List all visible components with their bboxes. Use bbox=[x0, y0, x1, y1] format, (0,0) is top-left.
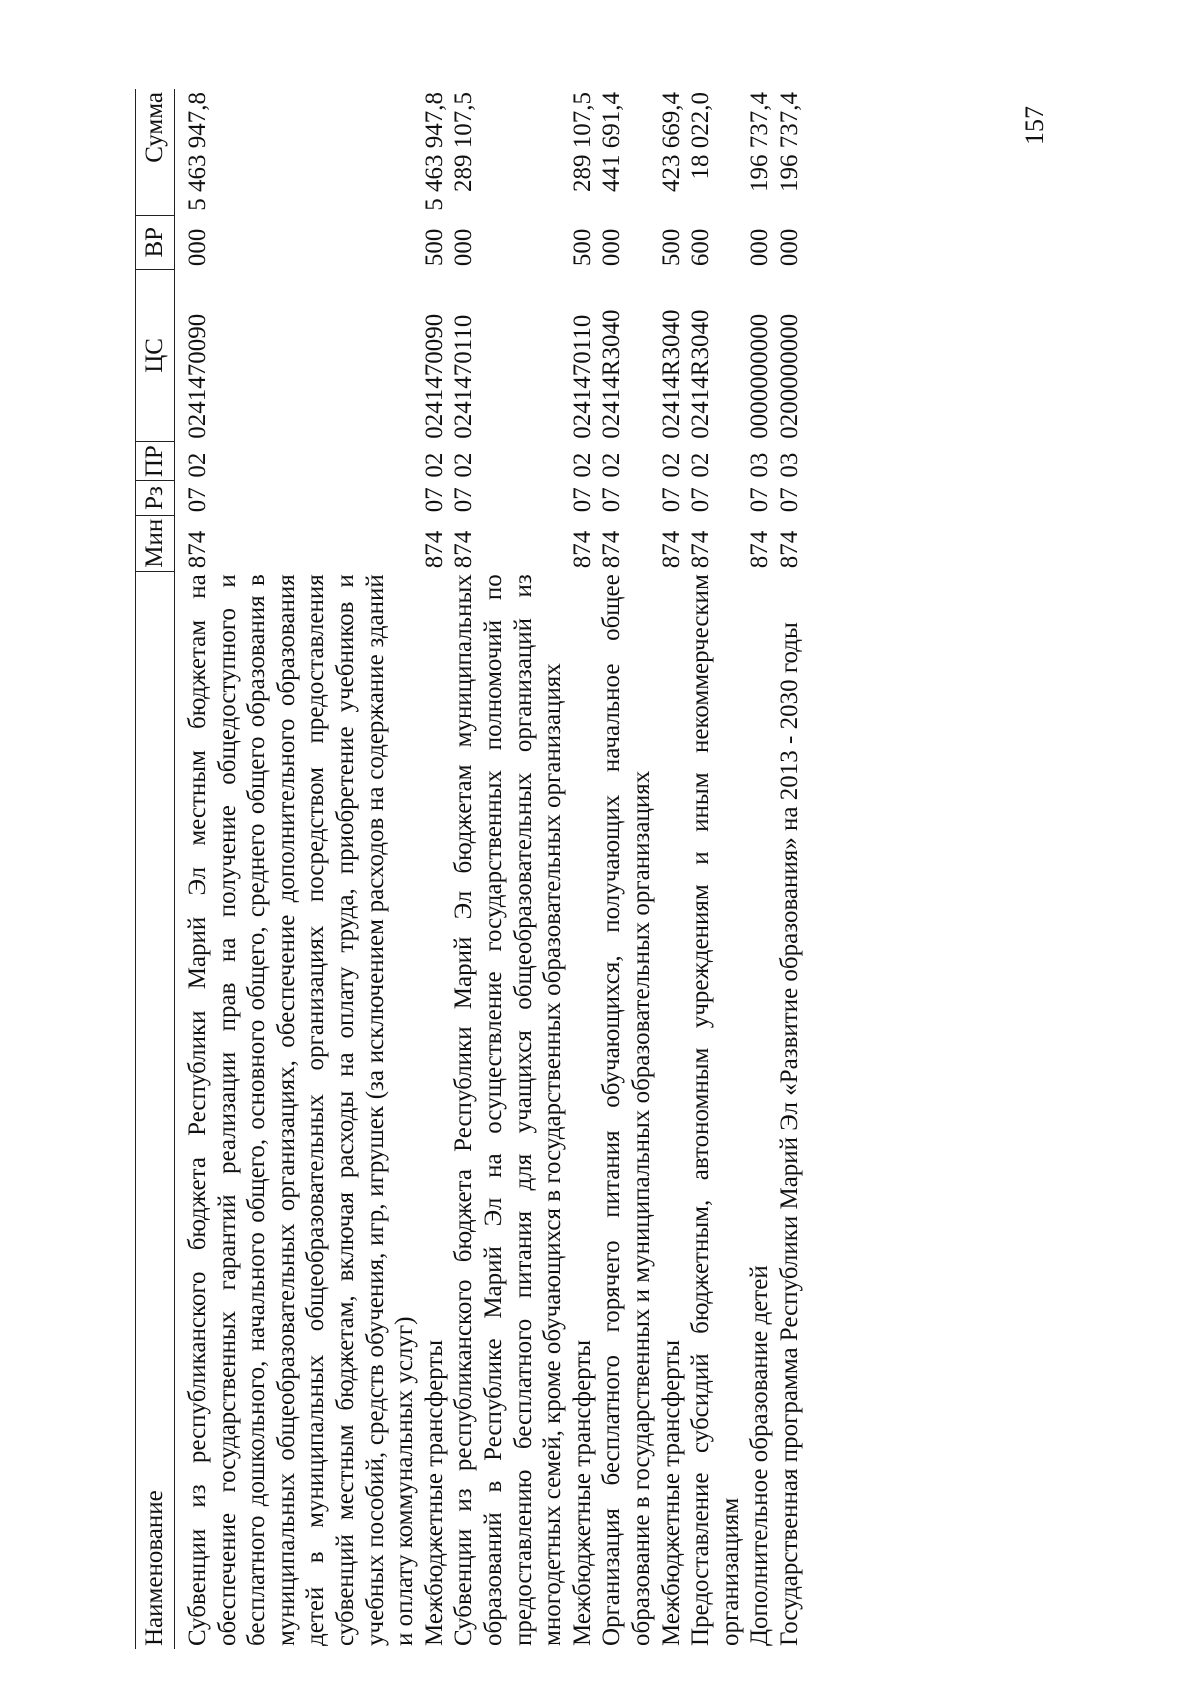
row-rz: 07 bbox=[450, 487, 478, 513]
row-name: Предоставление субсидий бюджетным, автономным учреждениям и иным некоммерческим организациям bbox=[687, 574, 744, 1646]
table-row bbox=[686, 89, 745, 1649]
table-row bbox=[420, 89, 450, 1649]
row-vr: 000 bbox=[450, 228, 478, 267]
row-vr: 000 bbox=[775, 228, 803, 267]
row-cs: 0241470110 bbox=[568, 314, 596, 439]
header-rz: Рз bbox=[136, 481, 175, 516]
row-rz: 07 bbox=[775, 487, 803, 513]
table-row bbox=[775, 89, 805, 1649]
row-rz: 07 bbox=[687, 487, 715, 513]
row-min: 874 bbox=[598, 530, 626, 569]
table-body bbox=[175, 89, 805, 1649]
table-row bbox=[745, 89, 775, 1649]
row-sum: 441 691,4 bbox=[598, 92, 626, 192]
row-vr: 000 bbox=[184, 228, 211, 267]
header-pr: ПР bbox=[136, 442, 175, 481]
row-min: 874 bbox=[657, 530, 685, 569]
row-min: 874 bbox=[746, 530, 774, 569]
row-name: Организация бесплатного горячего питания обучающихся, получающих начальное общее образование в государственных и муниципальных образовательных организациях bbox=[598, 574, 655, 1646]
row-cs: 0200000000 bbox=[775, 313, 803, 439]
header-row bbox=[136, 89, 175, 1649]
row-pr: 02 bbox=[687, 452, 715, 478]
row-min: 874 bbox=[420, 530, 448, 569]
row-vr: 000 bbox=[598, 228, 626, 267]
page-number: 157 bbox=[1020, 106, 1049, 145]
row-sum: 289 107,5 bbox=[450, 92, 478, 192]
row-rz: 07 bbox=[746, 487, 774, 513]
row-cs: 0241470090 bbox=[184, 313, 211, 439]
row-name: Субвенции из республиканского бюджета Республики Марий Эл местным бюджетам на обеспечение государственных гарантий реализации прав на получение общедоступного и бесплатного дошкольного, начального общего, основного общего, среднего общего образования в муниципальных общеобразовательных организациях, обеспечение дополнительного образования детей в муниципальных общеобразовательных организациях посредством предоставления субвенций местным бюджетам, включая расходы на оплату труда, приобретение учебников и учебных пособий, средств обучения, игр, игрушек (за исключением расходов на содержание зданий и оплату коммунальных услуг) bbox=[184, 574, 419, 1646]
row-vr: 500 bbox=[657, 228, 685, 267]
row-sum: 423 669,4 bbox=[657, 92, 685, 192]
row-vr: 600 bbox=[687, 228, 715, 267]
row-cs: 0241470090 bbox=[420, 313, 448, 439]
row-pr: 02 bbox=[598, 452, 626, 478]
row-cs: 02414R3040 bbox=[687, 309, 715, 439]
row-cs: 0000000000 bbox=[746, 313, 774, 439]
row-pr: 02 bbox=[568, 452, 596, 478]
row-pr: 02 bbox=[450, 452, 478, 478]
row-sum: 289 107,5 bbox=[568, 92, 596, 192]
row-min: 874 bbox=[450, 530, 478, 569]
row-min: 874 bbox=[184, 530, 211, 569]
table-row bbox=[597, 89, 656, 1649]
header-min: Мин bbox=[136, 515, 175, 571]
budget-table bbox=[135, 89, 804, 1649]
header-name: Наименование bbox=[136, 571, 175, 1649]
row-name: Межбюджетные трансферты bbox=[420, 1339, 448, 1646]
row-rz: 07 bbox=[568, 487, 596, 513]
row-sum: 18 022,0 bbox=[687, 92, 715, 180]
row-vr: 500 bbox=[420, 228, 448, 267]
row-pr: 02 bbox=[657, 452, 685, 478]
row-pr: 02 bbox=[184, 452, 211, 478]
row-pr: 03 bbox=[746, 452, 774, 478]
header-sum: Сумма bbox=[136, 89, 175, 215]
row-vr: 500 bbox=[568, 228, 596, 267]
row-cs: 0241470110 bbox=[450, 314, 478, 439]
row-min: 874 bbox=[687, 530, 715, 569]
row-sum: 5 463 947,8 bbox=[420, 92, 448, 211]
row-rz: 07 bbox=[598, 487, 626, 513]
row-name: Межбюджетные трансферты bbox=[568, 1339, 596, 1646]
row-sum: 5 463 947,8 bbox=[184, 92, 211, 211]
row-sum: 196 737,4 bbox=[746, 92, 774, 192]
row-name: Государственная программа Республики Марий Эл «Развитие образования» на 2013 - 2030 годы bbox=[775, 622, 803, 1646]
row-vr: 000 bbox=[746, 228, 774, 267]
row-cs: 02414R3040 bbox=[657, 309, 685, 439]
row-rz: 07 bbox=[657, 487, 685, 513]
row-pr: 02 bbox=[420, 452, 448, 478]
row-min: 874 bbox=[568, 530, 596, 569]
header-vr: ВР bbox=[136, 215, 175, 269]
header-cs: ЦС bbox=[136, 269, 175, 442]
row-pr: 03 bbox=[775, 452, 803, 478]
table-row bbox=[657, 89, 687, 1649]
table-header bbox=[136, 89, 175, 1649]
table-row bbox=[449, 89, 567, 1649]
row-name: Субвенции из республиканского бюджета Республики Марий Эл бюджетам муниципальных образований в Республике Марий Эл на осуществление государственных полномочий по предоставлению бесплатного питания для учащихся общеобразовательных организаций из многодетных семей, кроме обучающихся в государственных образовательных организациях bbox=[450, 574, 567, 1646]
row-min: 874 bbox=[775, 530, 803, 569]
table-row bbox=[175, 89, 420, 1649]
row-sum: 196 737,4 bbox=[775, 92, 803, 192]
row-rz: 07 bbox=[184, 487, 211, 513]
table-row bbox=[568, 89, 598, 1649]
row-rz: 07 bbox=[420, 487, 448, 513]
row-name: Межбюджетные трансферты bbox=[657, 1339, 685, 1646]
row-name: Дополнительное образование детей bbox=[746, 1265, 774, 1646]
row-cs: 02414R3040 bbox=[598, 309, 626, 439]
